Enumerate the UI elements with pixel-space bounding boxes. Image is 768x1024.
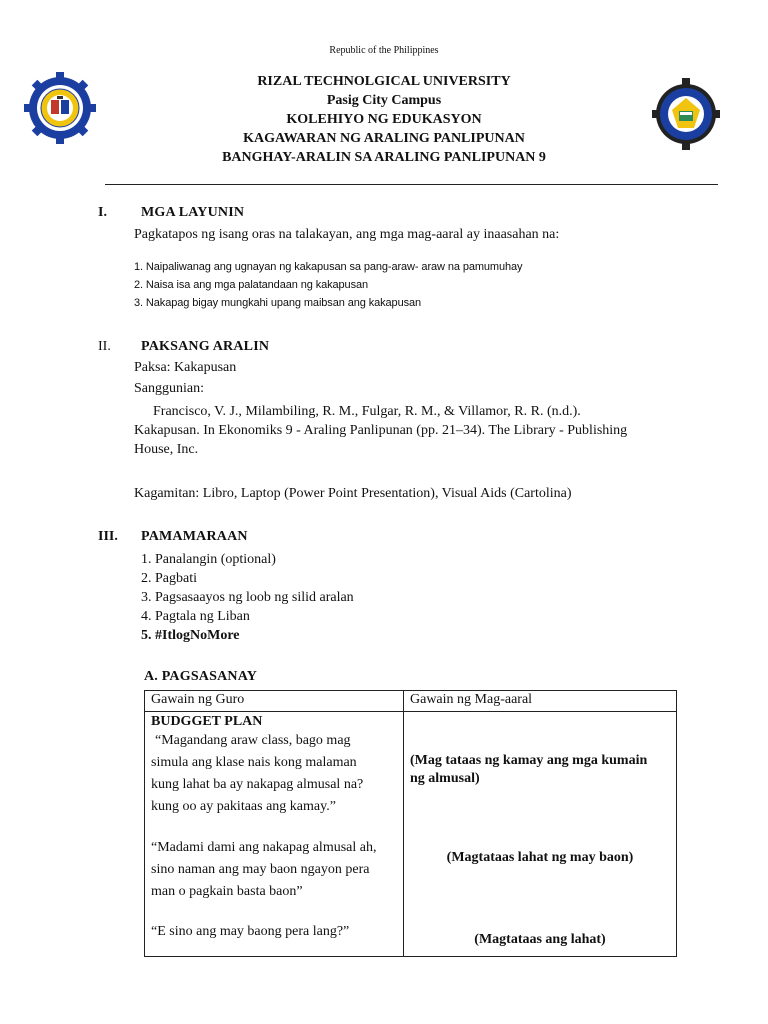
guro-line: “Madami dami ang nakapag almusal ah, xyxy=(151,840,377,855)
section-1-intro: Pagkatapos ng isang oras na talakayan, ang mga mag-aaral ay inaasahan na: xyxy=(134,227,560,242)
guro-line: sino naman ang may baon ngayon pera xyxy=(151,862,370,877)
col-header-mag-aaral: Gawain ng Mag-aaral xyxy=(404,691,677,712)
mag-aaral-cell xyxy=(404,712,677,957)
objective-item: 2. Naisa isa ang mga palatandaan ng kakapusan xyxy=(134,279,369,291)
procedure-step: 3. Pagsasaayos ng loob ng silid aralan xyxy=(141,590,354,605)
procedure-step: 4. Pagtala ng Liban xyxy=(141,609,250,624)
republic-label: Republic of the Philippines xyxy=(329,45,439,56)
guro-cell xyxy=(145,712,404,957)
response-3: (Magtataas ang lahat) xyxy=(474,932,606,947)
section-3-title: PAMAMARAAN xyxy=(141,529,248,544)
response-line: ng almusal) xyxy=(410,771,480,786)
guro-line: simula ang klase nais kong malaman xyxy=(151,755,357,770)
paksa-line: Paksa: Kakapusan xyxy=(134,360,237,375)
procedure-list xyxy=(141,550,354,645)
citation-line-2: Kakapusan. In Ekonomiks 9 - Araling Panlipunan (pp. 21–34). The Library - Publishing xyxy=(134,423,628,438)
kagamitan-line: Kagamitan: Libro, Laptop (Power Point Presentation), Visual Aids (Cartolina) xyxy=(134,486,572,501)
guro-line: kung lahat ba ay nakapag almusal na? xyxy=(151,777,364,792)
response-1 xyxy=(410,752,647,788)
department-name: KAGAWARAN NG ARALING PANLIPUNAN xyxy=(243,131,525,146)
pagsasanay-heading: A. PAGSASANAY xyxy=(144,669,258,684)
activity-title: BUDGGET PLAN xyxy=(151,714,263,729)
citation-line-1: Francisco, V. J., Milambiling, R. M., Fulgar, R. M., & Villamor, R. R. (n.d.). xyxy=(153,404,581,419)
citation-line-3: House, Inc. xyxy=(134,442,199,457)
header-divider xyxy=(105,184,718,185)
pagsasanay-table xyxy=(144,690,677,957)
guro-line: man o pagkain basta baon” xyxy=(151,884,303,899)
guro-line: “Magandang araw class, bago mag xyxy=(155,733,351,748)
university-name: RIZAL TECHNOLGICAL UNIVERSITY xyxy=(257,74,511,89)
section-1-title: MGA LAYUNIN xyxy=(141,205,245,220)
objective-item: 3. Nakapag bigay mungkahi upang maibsan ang kakapusan xyxy=(134,297,422,309)
campus-name: Pasig City Campus xyxy=(326,93,442,108)
response-2: (Magtataas lahat ng may baon) xyxy=(446,850,634,865)
section-1-number: I. xyxy=(98,205,107,220)
procedure-step: 2. Pagbati xyxy=(141,571,197,586)
document-heading xyxy=(0,72,768,167)
response-line: (Mag tataas ng kamay ang mga kumain xyxy=(410,753,648,768)
section-2-number: II. xyxy=(98,339,111,354)
section-3-number: III. xyxy=(98,529,118,544)
college-name: KOLEHIYO NG EDUKASYON xyxy=(286,112,482,127)
table-header-row xyxy=(145,691,677,712)
col-header-guro: Gawain ng Guro xyxy=(145,691,404,712)
guro-line: “E sino ang may baong pera lang?” xyxy=(151,924,350,939)
procedure-step: 1. Panalangin (optional) xyxy=(141,552,276,567)
table-row xyxy=(145,712,677,957)
section-2-title: PAKSANG ARALIN xyxy=(141,339,270,354)
sanggunian-label: Sanggunian: xyxy=(134,381,204,396)
objectives-list xyxy=(134,258,522,312)
objective-item: 1. Naipaliwanag ang ugnayan ng kakapusan sa pang-araw- araw na pamumuhay xyxy=(134,261,523,273)
lesson-plan-title: BANGHAY-ARALIN SA ARALING PANLIPUNAN 9 xyxy=(222,150,546,165)
procedure-step: 5. #ItlogNoMore xyxy=(141,628,240,643)
guro-line: kung oo ay pakitaas ang kamay.” xyxy=(151,799,336,814)
